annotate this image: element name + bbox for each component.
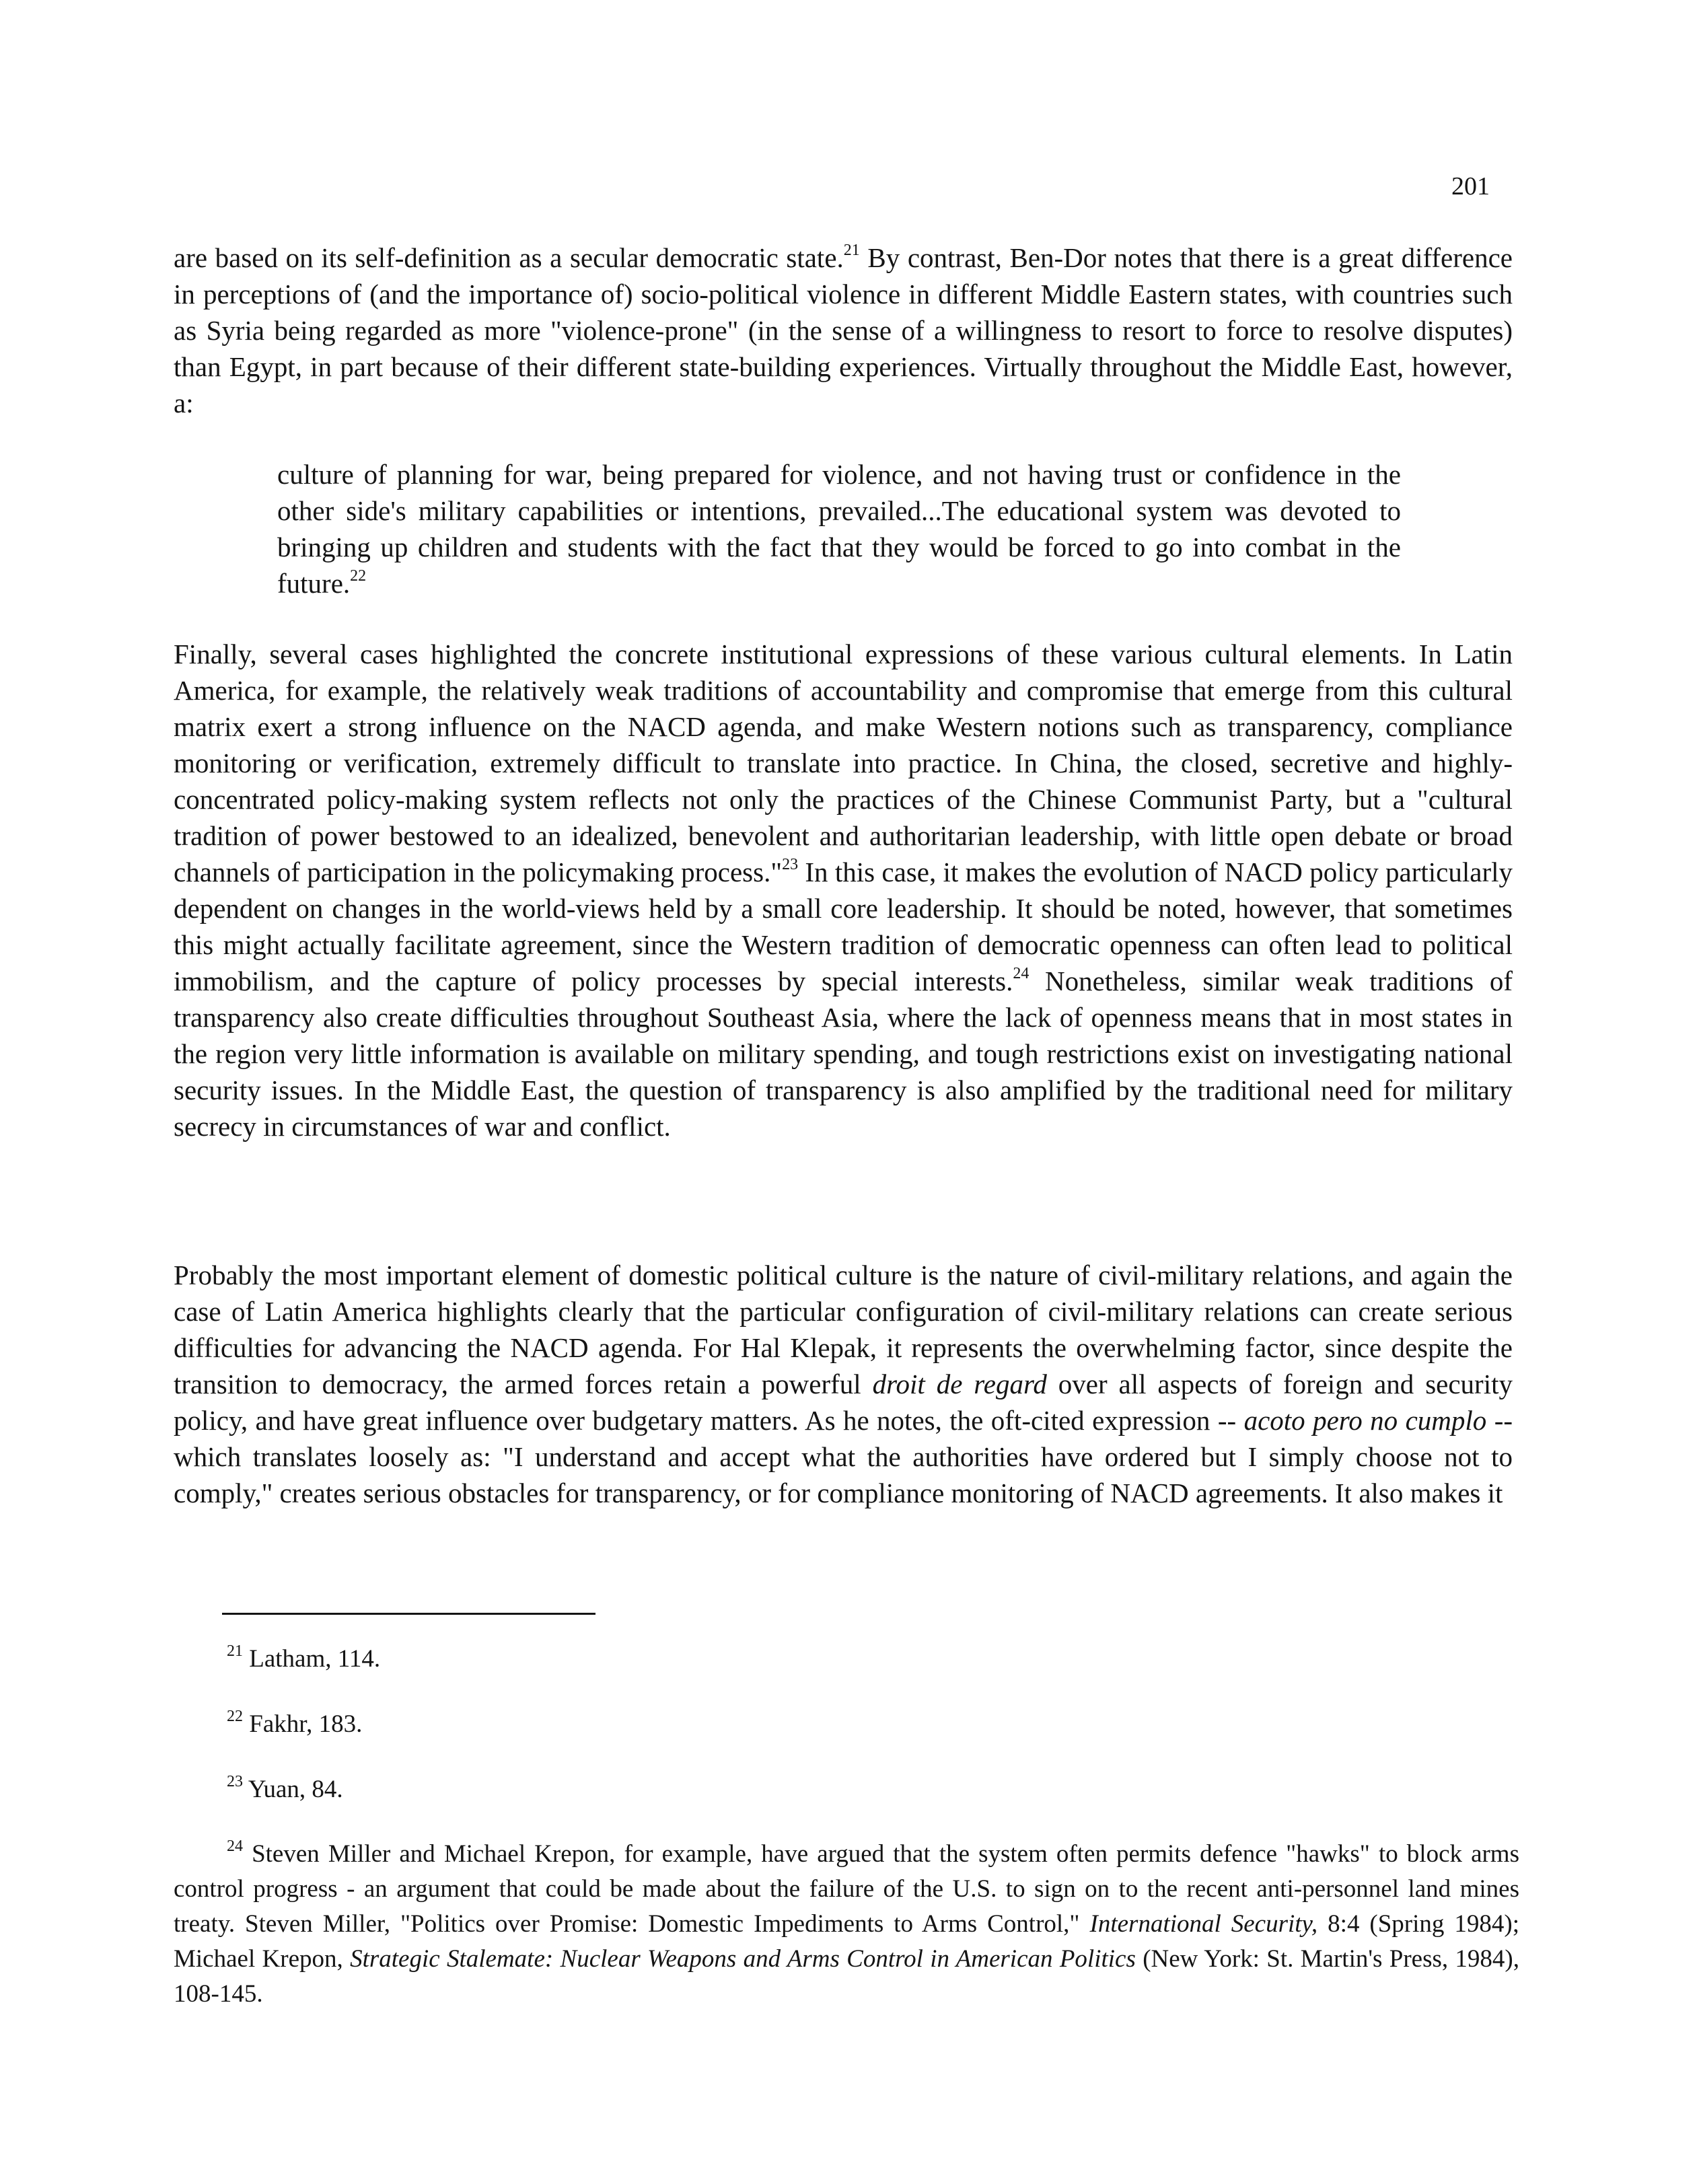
footnote-number: 22	[227, 1708, 243, 1725]
paragraph-2	[174, 636, 1513, 1144]
footnote-ref-21[interactable]: 21	[843, 242, 860, 259]
footnote-number: 23	[227, 1773, 243, 1790]
footnote-text: Yuan, 84.	[243, 1776, 343, 1803]
footnote-text-a: Steven Miller and Michael Krepon, for example, have argued that the system often permits defence "hawks" to block arms control progress - an argument that could be made about the failure of the U.S. to sign on to the recent anti-personnel land mines treaty. Steven Miller, "Politics over Promise: Domestic Impediments to Arms Control,"	[174, 1840, 1519, 1938]
paragraph-3-text-c: -- which translates loosely as: "I understand and accept what the authorities have ordered but I simply choose not to comply," creates serious obstacles for transparency, or for compliance monitoring of NACD agreements. It also makes it	[174, 1405, 1513, 1508]
footnote-ref-23[interactable]: 23	[782, 856, 799, 873]
paragraph-3	[174, 1257, 1513, 1511]
footnote-text: Fakhr, 183.	[243, 1710, 363, 1738]
footnote-21	[227, 1642, 1519, 1677]
paragraph-3-italic-a: droit de regard	[872, 1369, 1047, 1399]
paragraph-2-text-b: In this case, it makes the evolution of NACD policy particularly dependent on changes in the world-views held by a small core leadership. It should be noted, however, that sometimes this might actually facilitate agreement, since the Western tradition of democratic openness can often lead to political immobilism, and the capture of policy processes by special interests.	[174, 857, 1513, 996]
footnote-italic-book: Strategic Stalemate: Nuclear Weapons and Arms Control in American Politics	[350, 1945, 1136, 1973]
block-quote	[277, 456, 1401, 602]
footnote-ref-24[interactable]: 24	[1013, 965, 1029, 982]
footnote-23	[227, 1772, 1519, 1807]
footnote-number: 21	[227, 1642, 243, 1660]
paragraph-3-text-b: over all aspects of foreign and security policy, and have great influence over budgetary matters. As he notes, the oft-cited expression --	[174, 1369, 1513, 1436]
footnote-text-c: (New York: St. Martin's Press, 1984), 108-145.	[174, 1945, 1519, 2008]
paragraph-3-italic-b: acoto pero no cumplo	[1243, 1405, 1487, 1436]
paragraph-3-text-a: Probably the most important element of domestic political culture is the nature of civil-military relations, and again the case of Latin America highlights clearly that the particular configuration of civil-military relations can create serious difficulties for advancing the NACD agenda. For Hal Klepak, it represents the overwhelming factor, since despite the transition to democracy, the armed forces retain a powerful	[174, 1260, 1513, 1399]
footnote-number: 24	[227, 1837, 243, 1855]
footnote-italic-journal: International Security,	[1089, 1910, 1318, 1938]
paragraph-2-text-a: Finally, several cases highlighted the concrete institutional expressions of these various cultural elements. In Latin America, for example, the relatively weak traditions of accountability and compromise that emerge from this cultural matrix exert a strong influence on the NACD agenda, and make Western notions such as transparency, compliance monitoring or verification, extremely difficult to translate into practice. In China, the closed, secretive and highly-concentrated policy-making system reflects not only the practices of the Chinese Communist Party, but a "cultural tradition of power bestowed to an idealized, benevolent and authoritarian leadership, with little open debate or broad channels of participation in the policymaking process."	[174, 639, 1513, 887]
block-quote-text: culture of planning for war, being prepared for violence, and not having trust or confidence in the other side's military capabilities or intentions, prevailed...The educational system was devoted to bringing up children and students with the fact that they would be forced to go into combat in the future.	[277, 459, 1401, 599]
footnote-22	[227, 1707, 1519, 1742]
page-number: 201	[1451, 172, 1490, 201]
footnote-text-b: 8:4 (Spring 1984); Michael Krepon,	[174, 1910, 1519, 1973]
footnote-24	[174, 1837, 1519, 2012]
paragraph-1-text-a: are based on its self-definition as a secular democratic state.	[174, 242, 844, 273]
footnote-ref-22[interactable]: 22	[350, 567, 367, 585]
paragraph-1-text-b: By contrast, Ben-Dor notes that there is a great difference in perceptions of (and the importance of) socio-political violence in different Middle Eastern states, with countries such as Syria being regarded as more "violence-prone" (in the sense of a willingness to resort to force to resolve disputes) than Egypt, in part because of their different state-building experiences. Virtually throughout the Middle East, however, a:	[174, 242, 1513, 418]
footnote-text: Latham, 114.	[243, 1645, 381, 1673]
paragraph-2-text-c: Nonetheless, similar weak traditions of transparency also create difficulties throughout Southeast Asia, where the lack of openness means that in most states in the region very little information is available on military spending, and tough restrictions exist on investigating national security issues. In the Middle East, the question of transparency is also amplified by the traditional need for military secrecy in circumstances of war and conflict.	[174, 966, 1513, 1142]
paragraph-1	[174, 240, 1513, 421]
footnote-divider	[222, 1613, 595, 1615]
